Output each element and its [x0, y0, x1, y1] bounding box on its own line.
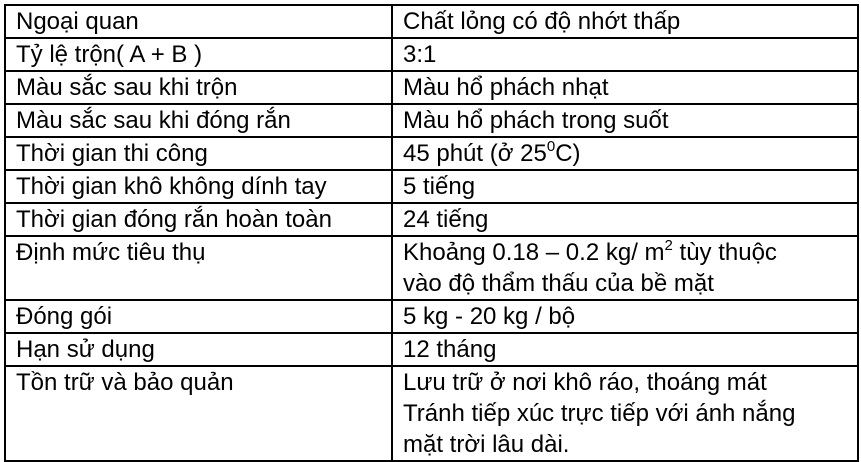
row-value: Màu hổ phách trong suốt	[392, 104, 858, 137]
row-label: Thời gian khô không dính tay	[5, 170, 392, 203]
value-text: 45 phút (ở 25	[403, 140, 547, 167]
row-value: 12 tháng	[392, 333, 858, 366]
table-row	[5, 71, 858, 104]
table-row	[5, 137, 858, 170]
value-line	[403, 237, 857, 268]
value-text: Khoảng 0.18 – 0.2 kg/ m	[403, 239, 665, 266]
row-value: 24 tiếng	[392, 203, 858, 236]
table-row	[5, 170, 858, 203]
row-label: Màu sắc sau khi đóng rắn	[5, 104, 392, 137]
row-label: Thời gian thi công	[5, 137, 392, 170]
row-label: Hạn sử dụng	[5, 333, 392, 366]
row-label: Ngoại quan	[5, 5, 392, 38]
table-row	[5, 300, 858, 333]
row-label: Đóng gói	[5, 300, 392, 333]
row-label: Thời gian đóng rắn hoàn toàn	[5, 203, 392, 236]
value-line: mặt trời lâu dài.	[403, 431, 570, 458]
value-line: vào độ thẩm thấu của bề mặt	[403, 270, 714, 297]
row-value: 5 kg - 20 kg / bộ	[392, 300, 858, 333]
row-value	[392, 236, 858, 300]
table-row	[5, 333, 858, 366]
row-value	[392, 137, 858, 170]
row-value: 5 tiếng	[392, 170, 858, 203]
row-value: 3:1	[392, 38, 858, 71]
table-row	[5, 203, 858, 236]
table-row	[5, 104, 858, 137]
value-text: tùy thuộc	[672, 239, 777, 266]
row-label: Tỷ lệ trộn( A + B )	[5, 38, 392, 71]
row-label: Màu sắc sau khi trộn	[5, 71, 392, 104]
value-line: Lưu trữ ở nơi khô ráo, thoáng mát	[403, 369, 767, 396]
value-text: C)	[555, 140, 581, 167]
spec-table	[4, 4, 859, 462]
row-label: Tồn trữ và bảo quản	[5, 366, 392, 461]
table-row	[5, 5, 858, 38]
table-row	[5, 38, 858, 71]
row-label: Định mức tiêu thụ	[5, 236, 392, 300]
row-value	[392, 366, 858, 461]
table-row	[5, 236, 858, 300]
row-value: Màu hổ phách nhạt	[392, 71, 858, 104]
row-value: Chất lỏng có độ nhớt thấp	[392, 5, 858, 38]
value-line: Tránh tiếp xúc trực tiếp với ánh nắng	[403, 400, 796, 427]
superscript: 2	[664, 237, 673, 254]
table-row	[5, 366, 858, 461]
superscript: 0	[546, 138, 556, 155]
